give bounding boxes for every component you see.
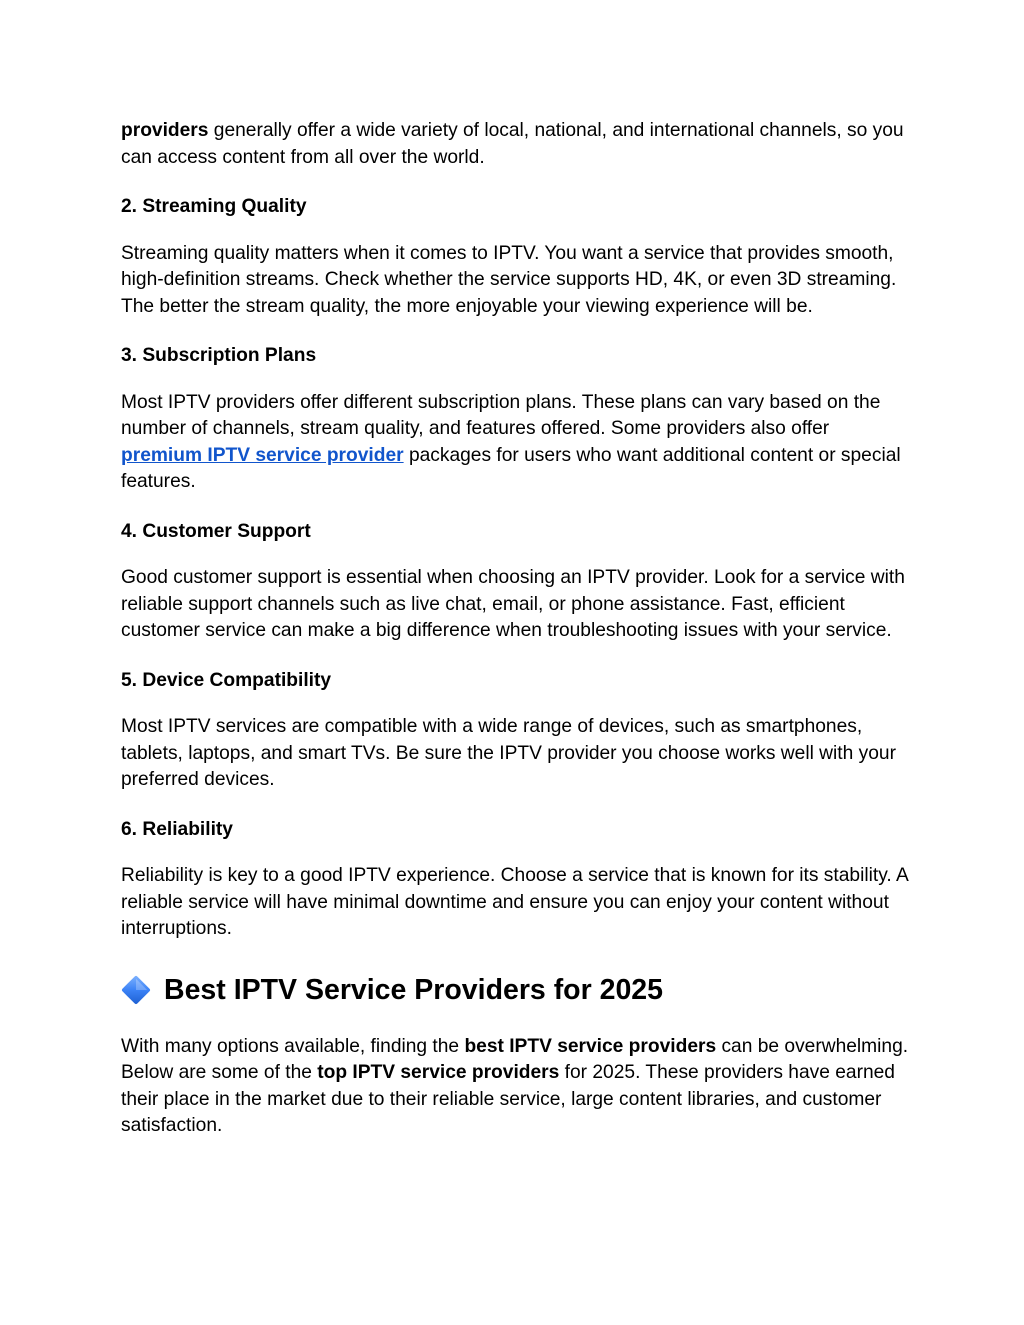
- best-text-1: With many options available, finding the: [121, 1035, 465, 1057]
- intro-text: generally offer a wide variety of local, national, and international channels, so you can access content from all over the world.: [121, 120, 904, 168]
- paragraph-device-compatibility: Most IPTV services are compatible with a wide range of devices, such as smartphones, tablets, laptops, and smart TVs. Be sure the IPTV provider you choose works well with your preferred devices.: [121, 716, 896, 790]
- best-providers-paragraph: [121, 1034, 911, 1140]
- heading-subscription-plans: 3. Subscription Plans: [121, 345, 317, 366]
- best-text-3: for 2025. These providers have earned their place in the market due to their reliable service, large content libraries, and customer satisfaction.: [121, 1062, 895, 1136]
- paragraph-customer-support: Good customer support is essential when choosing an IPTV provider. Look for a service with reliable support channels such as live chat, email, or phone assistance. Fast, efficient customer service can make a big difference when troubleshooting issues with your service.: [121, 567, 905, 641]
- subscription-text-before: Most IPTV providers offer different subscription plans. These plans can vary based on the number of channels, stream quality, and features offered. Some providers also offer: [121, 391, 881, 439]
- subscription-text-after: packages for users who want additional content or special features.: [121, 444, 901, 492]
- premium-iptv-link[interactable]: premium IPTV service provider: [121, 444, 404, 466]
- heading-streaming-quality: 2. Streaming Quality: [121, 196, 307, 217]
- blue-diamond-icon: [121, 975, 151, 1005]
- intro-bold: providers: [121, 120, 209, 141]
- heading-customer-support: 4. Customer Support: [121, 520, 311, 542]
- paragraph-subscription-plans: [121, 390, 911, 496]
- best-text-2: can be overwhelming. Below are some of the: [121, 1035, 909, 1083]
- paragraph-reliability: Reliability is key to a good IPTV experience. Choose a service that is known for its stability. A reliable service will have minimal downtime and ensure you can enjoy your content without interruptions.: [121, 865, 908, 939]
- best-providers-title: Best IPTV Service Providers for 2025: [164, 973, 664, 1006]
- best-bold-1: best IPTV service providers: [464, 1035, 717, 1057]
- best-providers-heading: [121, 970, 911, 1010]
- heading-device-compatibility: 5. Device Compatibility: [121, 669, 332, 691]
- best-bold-2: top IPTV service providers: [317, 1062, 560, 1083]
- heading-reliability: 6. Reliability: [121, 818, 233, 840]
- document-page: [121, 118, 911, 1140]
- intro-paragraph: [121, 118, 911, 171]
- paragraph-streaming-quality: Streaming quality matters when it comes to IPTV. You want a service that provides smooth, high-definition streams. Check whether the service supports HD, 4K, or even 3D streaming. The better the stream quality, the more enjoyable your viewing experience will be.: [121, 242, 897, 317]
